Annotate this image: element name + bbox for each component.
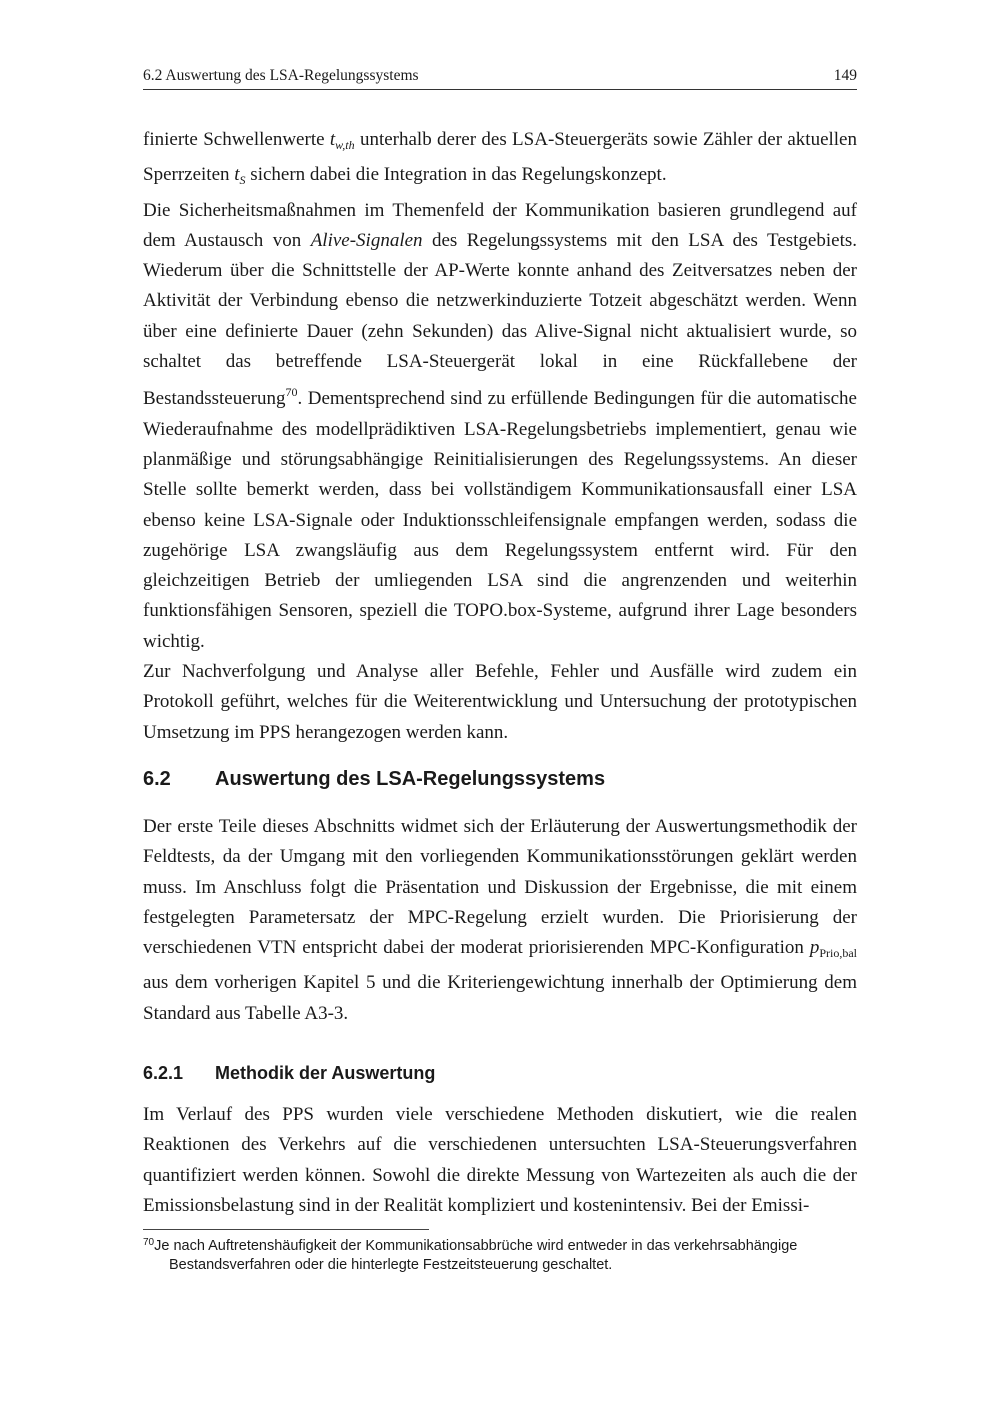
section-heading: [143, 766, 857, 792]
paragraph: [143, 812, 857, 1029]
paragraph: Zur Nachverfolgung und Analyse aller Befehle, Fehler und Ausfälle wird zudem ein Protokoll geführt, welches für die Weiterentwicklung und Untersuchung der prototypischen Umsetzung im PPS herangezogen werden kann.: [143, 661, 857, 743]
text-run: unterhalb derer des LSA-Steuergeräts sowie Zähler der aktuellen Sperrzeiten: [143, 129, 857, 186]
running-title: 6.2 Auswertung des LSA-Regelungssystems: [143, 67, 419, 84]
symbol-t-w-th: $t_{w,th}$: [329, 129, 355, 152]
text-run: Die Sicherheitsmaßnahmen im Themenfeld der Kommunikation basieren grundlegend auf dem Austausch von: [143, 199, 857, 251]
section-number: 6.2: [143, 768, 171, 790]
subsection-heading: [143, 1061, 857, 1085]
subsection-number: 6.2.1: [143, 1063, 184, 1083]
footnote-divider: [143, 1229, 429, 1230]
text-run: finierte Schwellenwerte: [143, 129, 330, 150]
footnote-line: Bestandsverfahren oder die hinterlegte Festzeitsteuerung geschaltet.: [169, 1257, 613, 1273]
paragraph: Im Verlauf des PPS wurden viele verschiedene Methoden diskutiert, wie die realen Reaktionen des Verkehrs auf die verschiedenen untersuchten LSA-Steuerungsverfahren quantifiziert werden können. Sowohl die direkte Messung von Wartezeiten als auch die der Emissionsbelastung sind in der Realität kompliziert und kostenintensiv. Bei der Emissi-: [143, 1104, 857, 1216]
body-text-block-1: [143, 125, 857, 748]
text-run: . Dementsprechend sind zu erfüllende Bedingungen für die automatische Wiederaufnahme des modellprädiktiven LSA-Regelungsbetriebs implementiert, genau wie planmäßige und störungsabhängige Reinitialisierungen des Regelungssystems. An dieser Stelle sollte bemerkt werden, dass bei vollständigem Kommunikationsausfall einer LSA ebenso keine LSA-Signale oder Induktionsschleifensignale empfangen werden, sodass die zugehörige LSA zwangsläufig aus dem Regelungssystem entfernt wird. Für den gleichzeitigen Betrieb der umliegenden LSA sind die angrenzenden und weiterhin funktionsfähigen Sensoren, speziell die TOPO.box-Systeme, aufgrund ihrer Lage besonders wichtig.: [143, 388, 857, 652]
text-run: aus dem vorherigen Kapitel 5 und die Kriteriengewichtung innerhalb der Optimierung dem Standard aus Tabelle A3-3.: [143, 972, 857, 1024]
symbol-p-prio-bal: p: [809, 937, 820, 959]
text-run: sichern dabei die Integration in das Regelungskonzept.: [245, 164, 667, 186]
text-run: Der erste Teile dieses Abschnitts widmet sich der Erläuterung der Auswertungsmethodik der Feldtests, da der Umgang mit den vorliegenden Kommunikationsstörungen geklärt werden muss. Im Anschluss folgt die Präsentation und Diskussion der Ergebnisse, die mit einem festgelegten Parametersatz der MPC-Regelung erzielt wurden. Die Priorisierung der verschiedenen VTN entspricht dabei der moderat priorisierenden MPC-Konfiguration: [143, 816, 857, 959]
footnote: [143, 1233, 857, 1275]
symbol-t-s: $t_S$: [234, 164, 246, 188]
footnote-number: 70: [143, 1237, 155, 1248]
subscript: Prio,bal: [819, 946, 857, 961]
subsection-title: Methodik der Auswertung: [215, 1063, 436, 1083]
page-number: 149: [833, 67, 857, 84]
emphasis-alive-signalen: Alive-Signalen: [310, 229, 423, 251]
paragraph: [143, 125, 857, 196]
body-text-block-2: [143, 812, 857, 1029]
footnote-line: $^{70}$Je nach Auftretenshäufigkeit der Kommunikationsabbrüche wird entweder in das verkehrsabhängige: [143, 1237, 798, 1254]
text-run: des Regelungssystems mit den LSA des Testgebiets. Wiederum über die Schnittstelle der AP-Werte konnte anhand des Zeitversatzes neben der Aktivität der Verbindung ebenso die netzwerkinduzierte Totzeit abgeschätzt werden. Wenn über eine definierte Dauer (zehn Sekunden) das Alive-Signal nicht aktualisiert wurde, so schaltet das betreffende LSA-Steuergerät lokal in eine Rückfallebene der Bestandssteuerung: [143, 229, 857, 410]
section-title: Auswertung des LSA-Regelungssystems: [215, 768, 606, 790]
body-text-block-3: [143, 1100, 857, 1221]
footnote-reference[interactable]: 70: [285, 385, 298, 400]
paragraph: [143, 196, 857, 657]
running-header: [143, 66, 857, 90]
